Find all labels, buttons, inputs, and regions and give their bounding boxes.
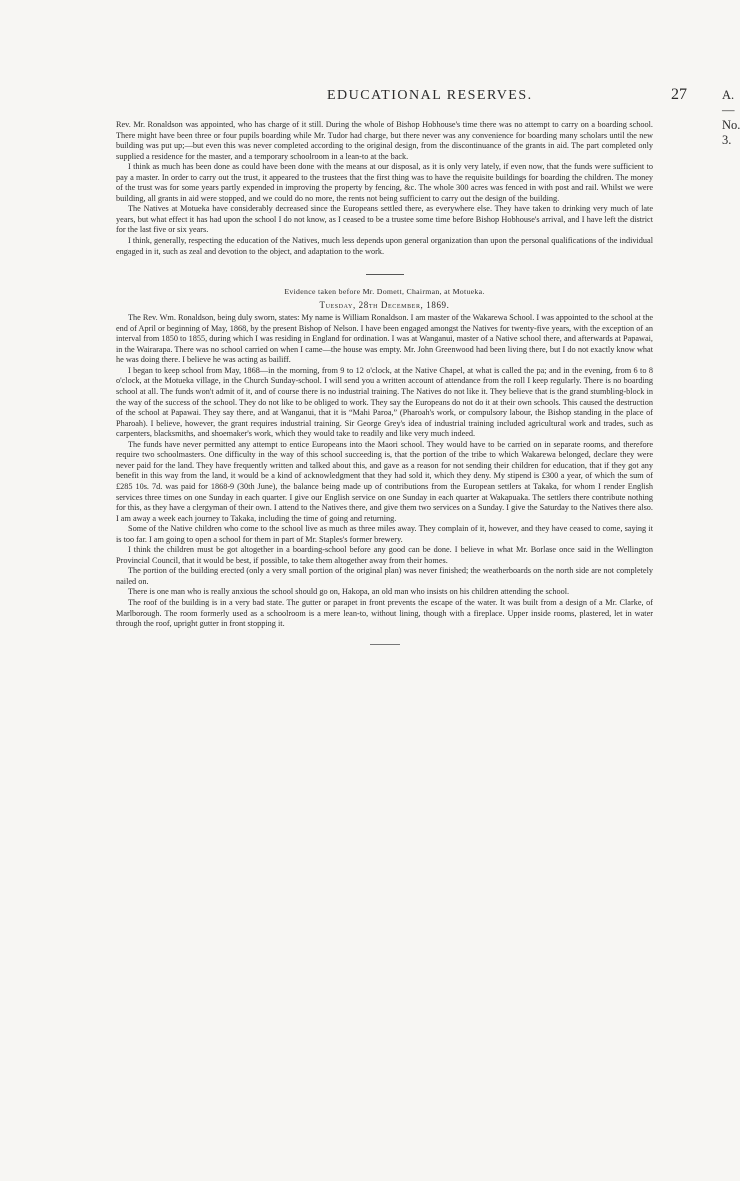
paragraph: The Natives at Motueka have considerably decreased since the Europeans settled there, as everywhere else. They have taken to drinking very much of late years, but what effect it has had upon the school I do not know, as I ceased to be a trustee some time before Bishop Hobhouse's arrival, and I have left the district for the last five or six years. xyxy=(116,204,653,235)
section-divider xyxy=(366,274,404,275)
paragraph: There is one man who is really anxious the school should go on, Hakopa, an old man who insists on his children attending the school. xyxy=(128,587,570,597)
page-number: 27 xyxy=(671,86,687,103)
paragraph: I think as much has been done as could have been done with the means at our disposal, as it is only very lately, if even now, that the funds were sufficient to pay a master. In order to carry out the trust, it appeared to the trustees that the first thing was to have the requisite buildings for boarding the children. The money of the trust was for some years partly expended in improving the property by fencing, &c. The whole 300 acres was fenced in with post and rail. Whilst we were building, all grants in aid were stopped, and we could do no more, the rents not being sufficient to carry out the design of the building. xyxy=(116,162,653,203)
paragraph: The roof of the building is in a very bad state. The gutter or parapet in front prevents the escape of the water. It was built from a design of a Mr. Clarke, of Marlborough. The room formerly used as a schoolroom is a mere lean-to, without lining, though with a fireplace. Upper inside rooms, plastered, let in water through the roof, upright gutter in front stopping it. xyxy=(116,597,653,629)
document-reference: A.—No. 3. xyxy=(722,88,740,147)
paragraph: I think the children must be got altogether in a boarding-school before any good can be done. I believe in what Mr. Borlase once said in the Wellington Provincial Council, that it would be best, if possible, to take them altogether away from their homes. xyxy=(116,545,653,565)
paragraph: The Rev. Wm. Ronaldson, being duly sworn, states: My name is William Ronaldson. I am master of the Wakarewa School. I was appointed to the school at the end of April or beginning of May, 1868, by the present Bishop of Nelson. I have been engaged amongst the Natives for twenty-five years, with the exception of an interval from 1850 to 1855, during which I was residing in England for ordination. I was at Wanganui, master of a Native school there, and afterwards at Papawai, in the Wairarapa. There was no school carried on when I came—the house was empty. Mr. John Greenwood had been living there, but I do not exactly know what he was doing there. I believe he was acting as bailiff. xyxy=(116,313,653,365)
paragraph: The portion of the building erected (only a very small portion of the original plan) was never finished; the weatherboards on the north side are not completely nailed on. xyxy=(116,566,653,586)
date-line: Tuesday, 28th December, 1869. xyxy=(319,299,450,310)
paragraph: I began to keep school from May, 1868—in the morning, from 9 to 12 o'clock, at the Native Chapel, at what is called the pa; and in the evening, from 6 to 8 o'clock, at the Motueka village, in the Church Sunday-school. I will send you a written account of attendance from the roll I keep regularly. There is no boarding school at all. The funds won't admit of it, and of course there is no industrial training. The Natives do not like it. They believe that is the grand stumbling-block in the way of the success of the school. They do not like to be obliged to work. They say the Europeans do not do it at their own schools. This caused the destruction of the school at Papawai. They say there, and at Wanganui, that it is “Mahi Paroa,” (Pharoah's work, or compulsory labour, the Bishop standing in the place of Pharoah). I believe, however, the grant requires industrial training. Sir George Grey's idea of industrial training included agricultural work and trades, such as carpenters, blacksmiths, and shoemaker's work, which they would take to readily and like very much indeed. xyxy=(116,365,653,439)
paragraph: Some of the Native children who come to the school live as much as three miles away. They complain of it, however, and they have ceased to come, saying it is too far. I am going to open a school for them in part of Mr. Staples's former brewery. xyxy=(116,524,653,544)
end-divider xyxy=(370,644,400,645)
document-body xyxy=(116,120,653,645)
paragraph: Rev. Mr. Ronaldson was appointed, who has charge of it still. During the whole of Bishop Hobhouse's time there was no attempt to carry on a boarding school. There might have been three or four pupils boarding while Mr. Tudor had charge, but there never was any convenience for boarding many scholars until the new building was put up;—but even this was never completed according to the original design, from the discontinuance of the grants in aid. The part completed only supplied a residence for the master, and a temporary schoolroom in a lean-to at the back. xyxy=(116,120,653,161)
paragraph: The funds have never permitted any attempt to entice Europeans into the Maori school. They would have to be carried on in separate rooms, and therefore require two schoolmasters. One difficulty in the way of this school succeeding is, that the portion of the tribe to which Wakarewa belonged, declare they were never paid for the land. They have frequently written and talked about this, and gave as a reason for not sending their children for education, that if they got any benefit in this way from the land, it would be a kind of acknowledgment that they had sold it, which they deny. My stipend is £300 a year, of which the sum of £285 10s. 7d. was paid for 1868-9 (30th June), the balance being made up of contributions from the European settlers at Takaka, for whom I render English services three times on one Sunday in each quarter. I give our English service on one Sunday in each quarter at Wakapuaka. The settlers there contribute nothing for this, as they have a clergyman of their own. I attend to the Natives there, and give them two services on a Sunday. I give the Saturday to the Natives there also. I am away a week each journey to Takaka, including the time of going and returning. xyxy=(116,439,653,523)
paragraph: I think, generally, respecting the education of the Natives, much less depends upon general organization than upon the personal qualifications of the individual engaged in it, such as zeal and devotion to the object, and adaptation to the work. xyxy=(116,236,653,256)
evidence-heading: Evidence taken before Mr. Domett, Chairman, at Motueka. xyxy=(284,287,485,297)
running-title: EDUCATIONAL RESERVES. xyxy=(327,88,533,103)
